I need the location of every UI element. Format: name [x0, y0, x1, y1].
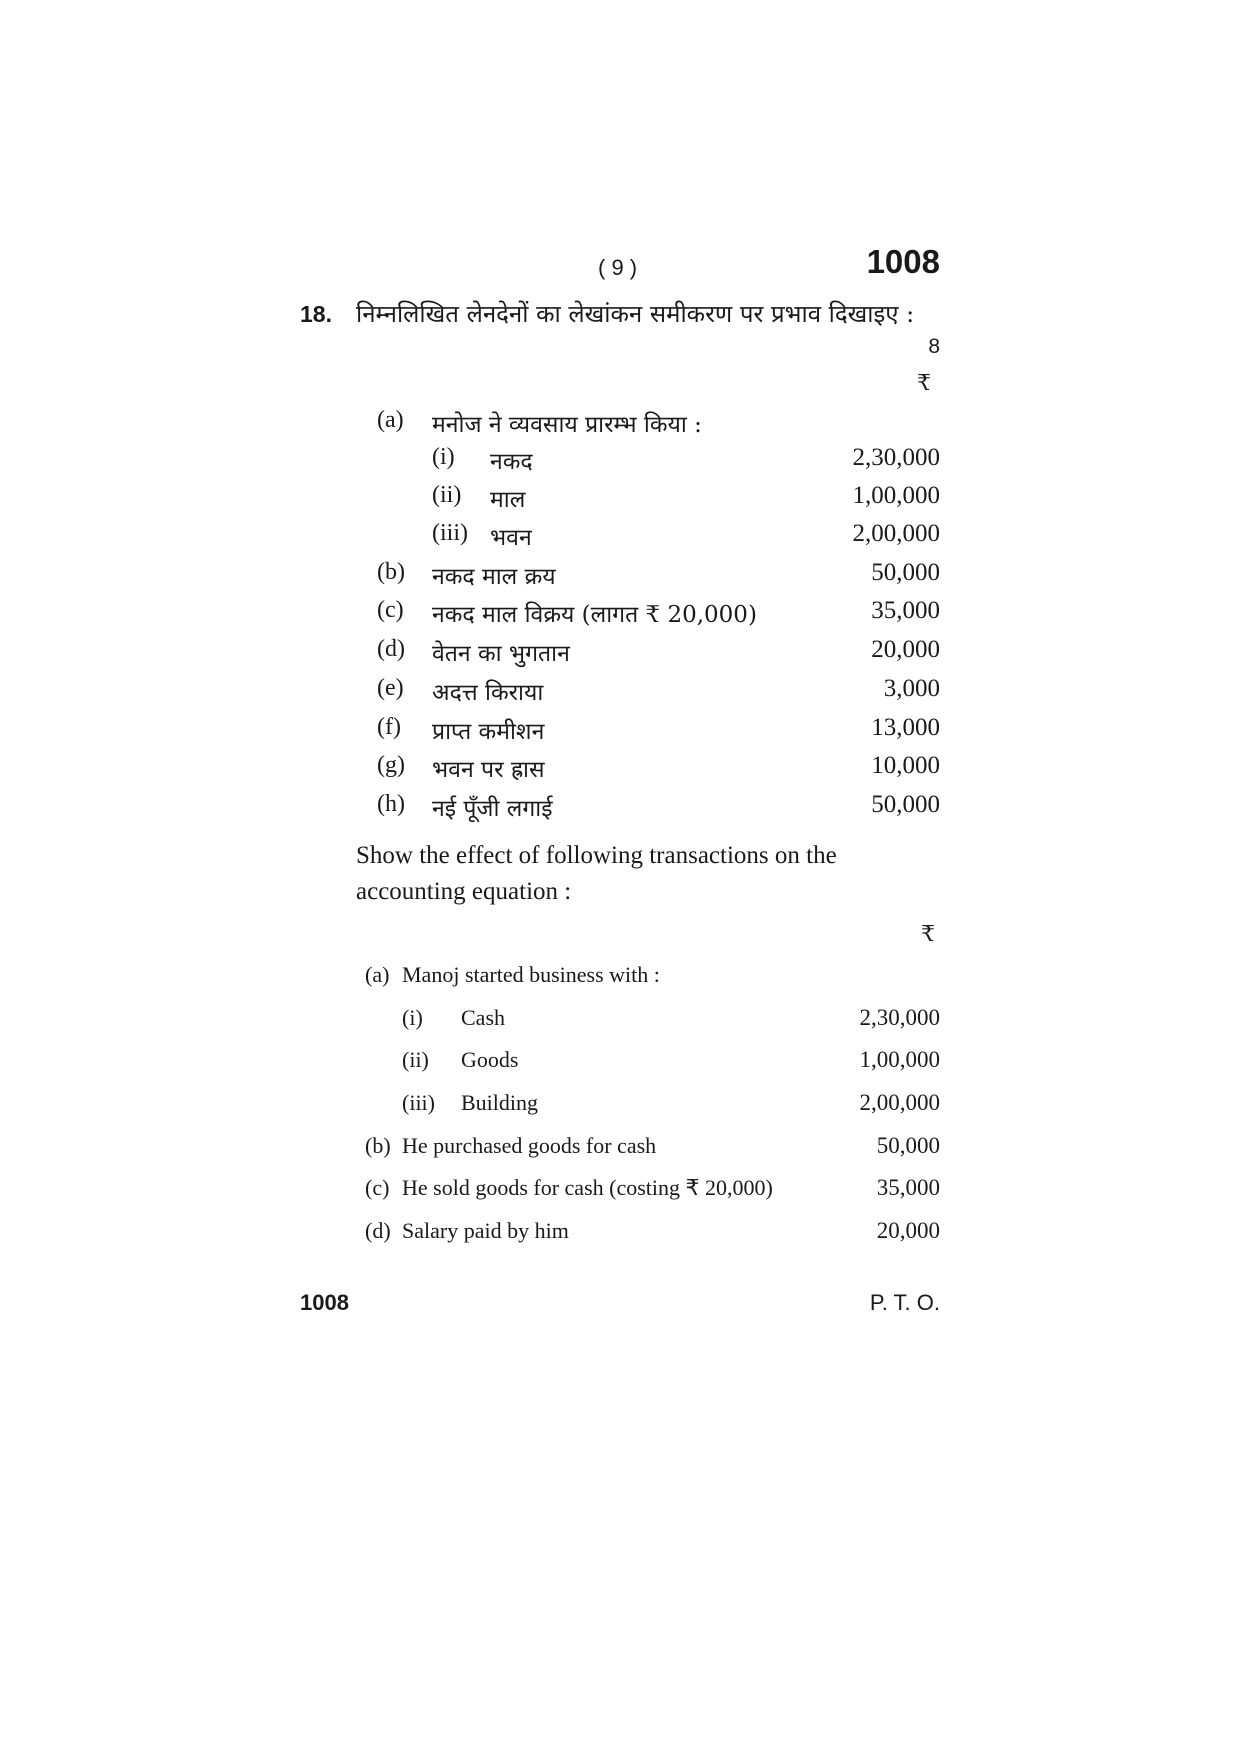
item-label: (c) — [365, 1175, 390, 1200]
item-label: (f) — [377, 714, 401, 740]
item-amount: 50,000 — [876, 1133, 940, 1158]
question-text-hindi: निम्नलिखित लेनदेनों का लेखांकन समीकरण पर प्रभाव दिखाइए : — [356, 300, 915, 328]
list-item — [370, 482, 940, 516]
list-item — [370, 1047, 940, 1081]
item-amount: 35,000 — [871, 597, 940, 624]
item-amount: 50,000 — [871, 791, 940, 818]
list-item — [370, 636, 940, 670]
item-amount: 13,000 — [871, 714, 940, 741]
item-text: नई पूँजी लगाई — [432, 796, 553, 822]
list-item — [370, 675, 940, 709]
item-text: प्राप्त कमीशन — [432, 719, 545, 745]
list-item — [370, 407, 940, 441]
item-amount: 3,000 — [883, 675, 940, 702]
question-marks: 8 — [928, 335, 940, 358]
item-text: Cash — [461, 1005, 505, 1030]
item-text: भवन पर ह्रास — [432, 757, 545, 783]
item-label: (a) — [365, 962, 390, 987]
list-item — [365, 1175, 940, 1209]
pto-label: P. T. O. — [869, 1290, 940, 1315]
item-text: मनोज ने व्यवसाय प्रारम्भ किया : — [432, 412, 702, 438]
item-text: Building — [461, 1090, 539, 1115]
english-intro — [356, 838, 941, 910]
item-label: (d) — [377, 636, 405, 662]
list-item — [365, 1133, 940, 1167]
item-amount: 2,30,000 — [859, 1005, 940, 1030]
item-text: He purchased goods for cash — [402, 1133, 657, 1158]
item-label: (a) — [377, 407, 404, 433]
item-label: (b) — [365, 1133, 391, 1158]
question-number: 18. — [300, 301, 332, 327]
english-intro-line1: Show the effect of following transactions on the — [356, 842, 837, 869]
item-amount: 20,000 — [876, 1218, 940, 1243]
rupee-symbol-english: ₹ — [921, 922, 935, 947]
item-label: (h) — [377, 791, 405, 817]
item-label: (d) — [365, 1218, 391, 1243]
item-label: (i) — [432, 444, 455, 470]
rupee-symbol-hindi: ₹ — [917, 371, 931, 396]
list-item — [370, 444, 940, 478]
paper-code-footer: 1008 — [300, 1290, 349, 1315]
item-amount: 35,000 — [876, 1175, 940, 1200]
list-item — [370, 559, 940, 593]
item-text: Salary paid by him — [402, 1218, 569, 1243]
list-item — [370, 791, 940, 825]
item-text: Goods — [461, 1047, 519, 1072]
paper-code-header: 1008 — [866, 243, 940, 280]
item-amount: 2,30,000 — [852, 444, 940, 471]
item-label: (iii) — [402, 1090, 435, 1115]
english-intro-line2: accounting equation : — [356, 878, 572, 905]
list-item — [370, 520, 940, 554]
list-item — [370, 714, 940, 748]
item-text: वेतन का भुगतान — [432, 641, 570, 667]
item-amount: 2,00,000 — [859, 1090, 940, 1115]
item-text: नकद — [490, 449, 533, 475]
item-text: नकद माल क्रय — [432, 564, 556, 590]
item-amount: 2,00,000 — [852, 520, 940, 547]
item-amount: 1,00,000 — [859, 1047, 940, 1072]
item-amount: 50,000 — [871, 559, 940, 586]
item-text: अदत्त किराया — [432, 680, 544, 706]
item-amount: 20,000 — [871, 636, 940, 663]
list-item — [370, 1090, 940, 1124]
item-label: (i) — [402, 1005, 423, 1030]
item-label: (e) — [377, 675, 404, 701]
page-number: ( 9 ) — [598, 255, 638, 280]
item-text: Manoj started business with : — [402, 962, 660, 987]
item-label: (c) — [377, 597, 404, 623]
item-amount: 1,00,000 — [852, 482, 940, 509]
item-text: नकद माल विक्रय (लागत ₹ 20,000) — [432, 602, 757, 628]
item-label: (g) — [377, 752, 405, 778]
item-amount: 10,000 — [871, 752, 940, 779]
item-text: भवन — [490, 525, 532, 551]
item-label: (ii) — [432, 482, 462, 508]
item-text: माल — [490, 487, 526, 513]
item-text: He sold goods for cash (costing ₹ 20,000) — [402, 1175, 773, 1200]
list-item — [365, 962, 940, 996]
list-item — [365, 1218, 940, 1252]
item-label: (b) — [377, 559, 405, 585]
item-label: (ii) — [402, 1047, 429, 1072]
item-label: (iii) — [432, 520, 468, 546]
list-item — [370, 752, 940, 786]
list-item — [370, 597, 940, 631]
list-item — [370, 1005, 940, 1039]
